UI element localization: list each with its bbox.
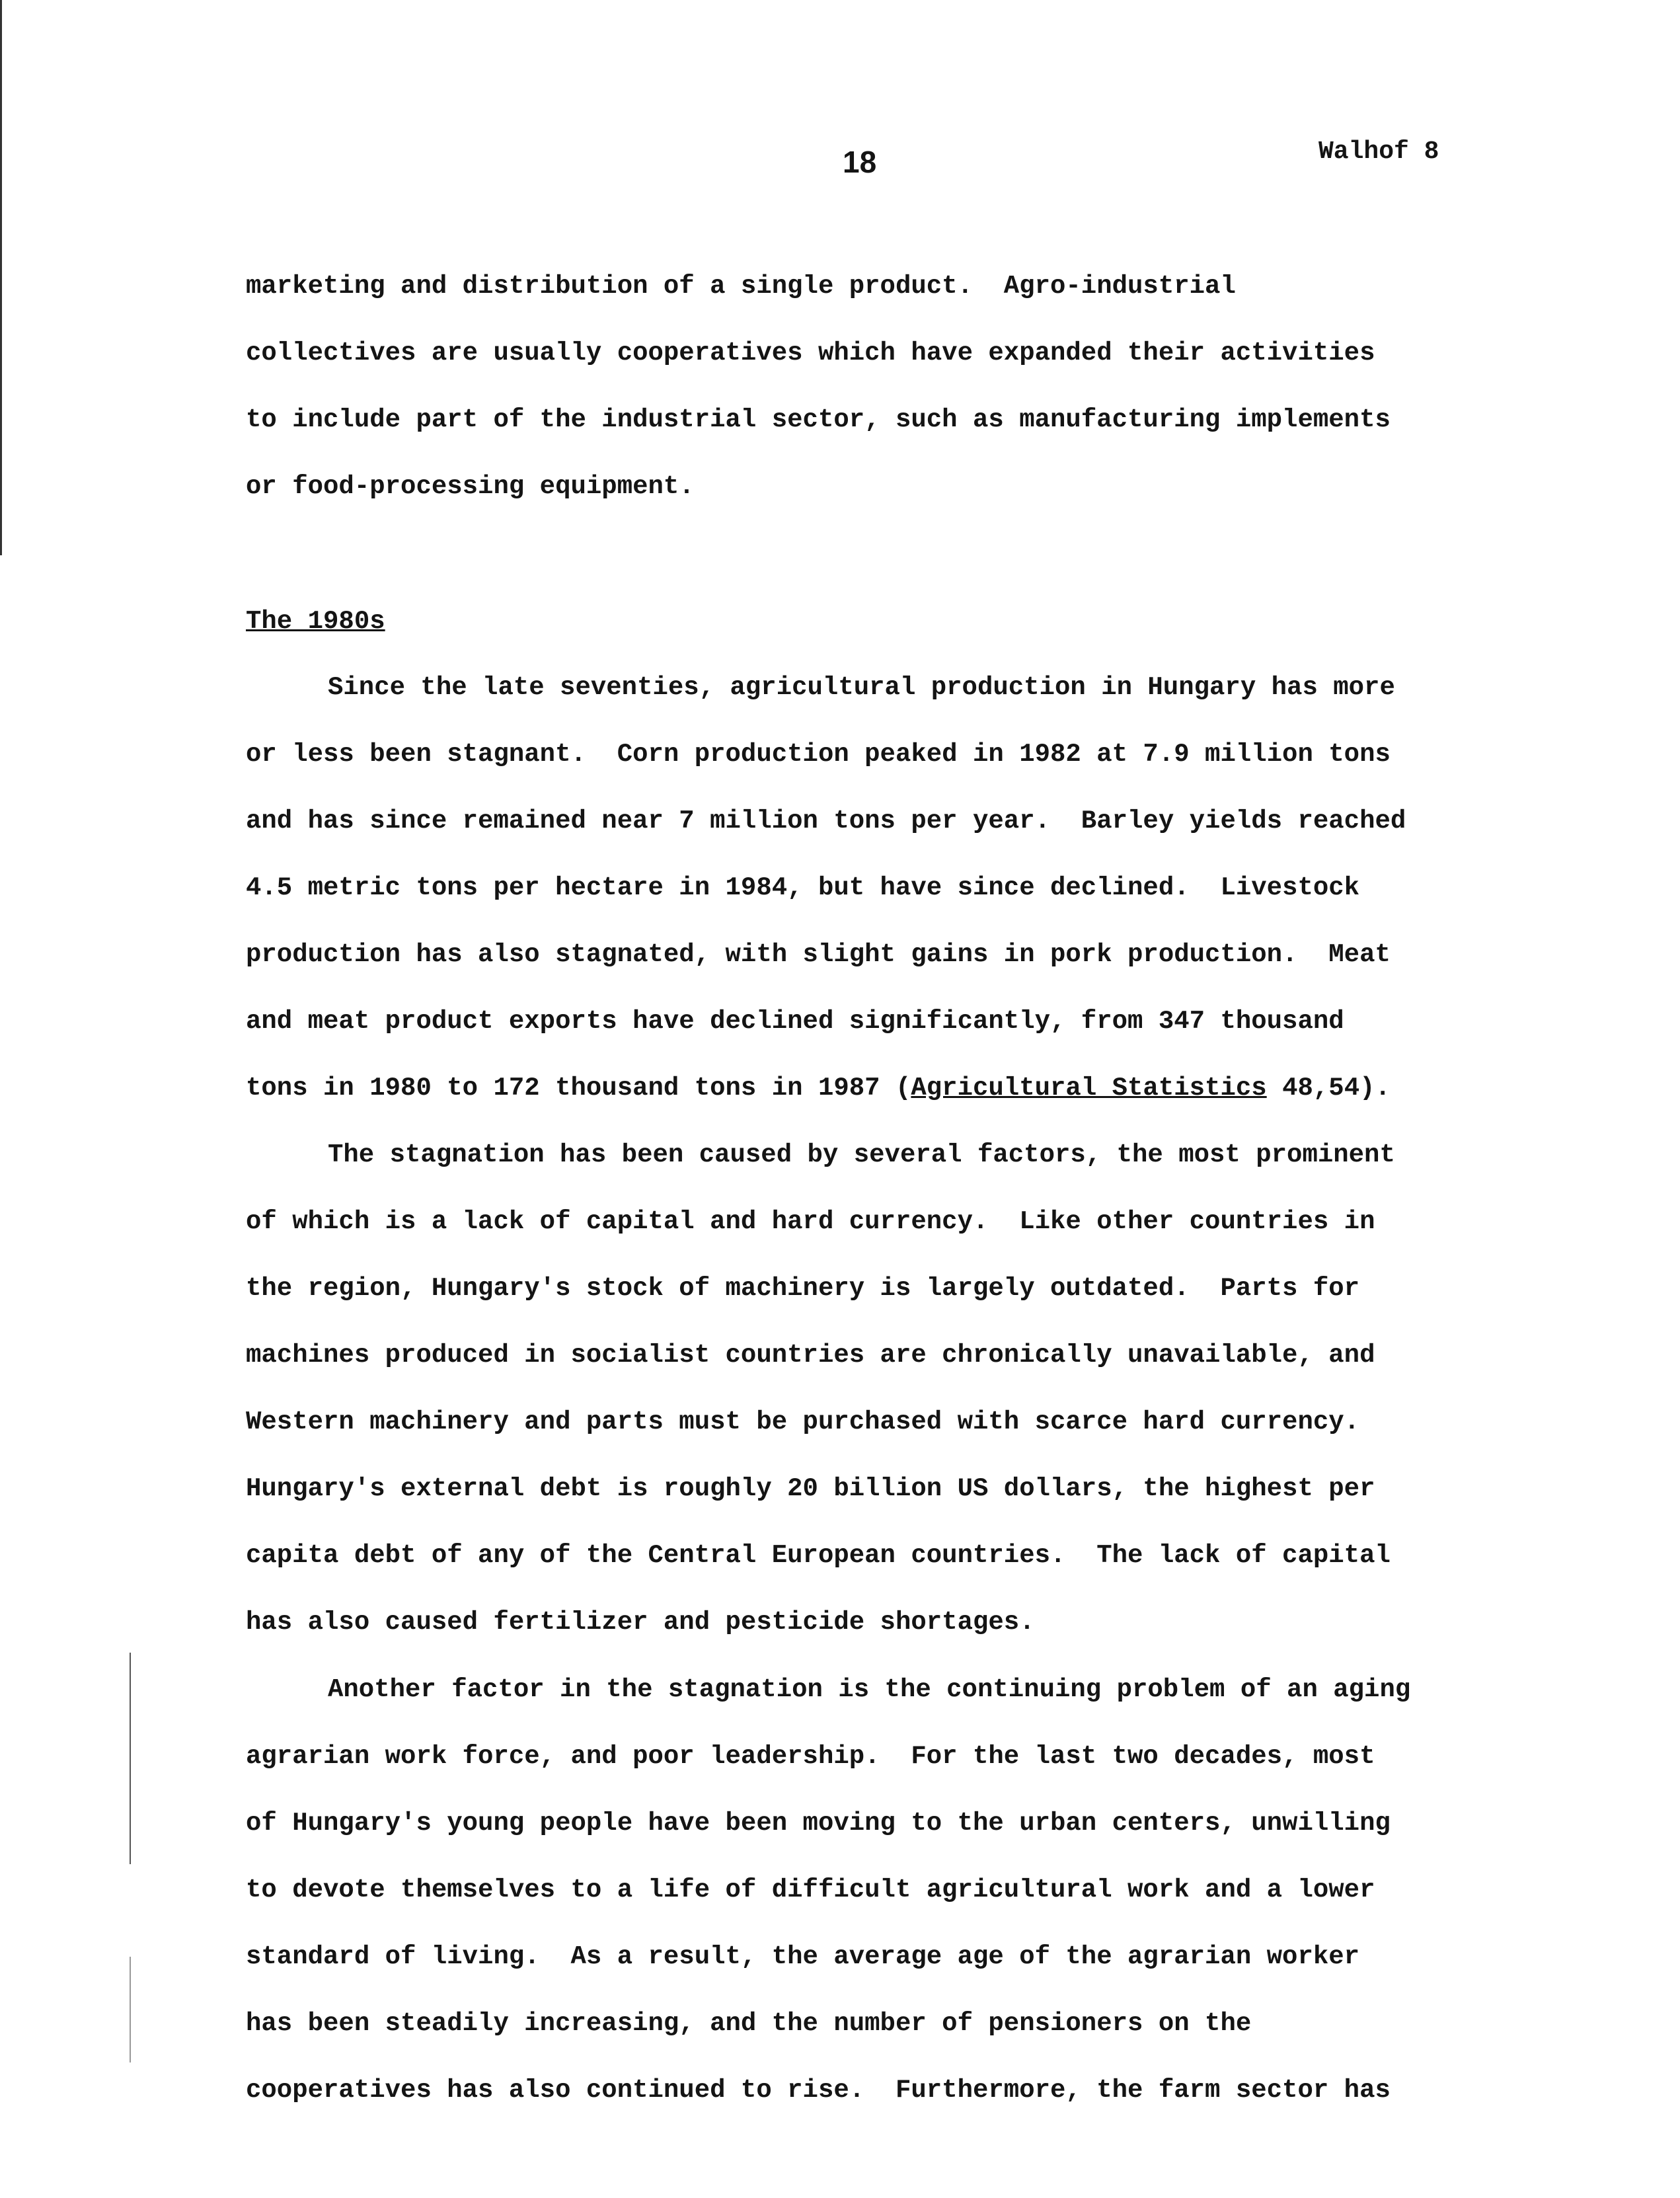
section-heading: The 1980s: [246, 607, 385, 636]
text-line: of Hungary's young people have been moving to the urban centers, unwilling: [246, 1809, 1391, 1838]
text-line: has also caused fertilizer and pesticide shortages.: [246, 1608, 1035, 1637]
text-line: of which is a lack of capital and hard currency. Like other countries in: [246, 1207, 1375, 1236]
margin-mark: [130, 1653, 131, 1864]
text-line: Hungary's external debt is roughly 20 billion US dollars, the highest per: [246, 1474, 1375, 1503]
text-line: standard of living. As a result, the average age of the agrarian worker: [246, 1942, 1360, 1971]
text-line: capita debt of any of the Central European countries. The lack of capital: [246, 1541, 1391, 1570]
citation-line: [246, 1076, 1391, 1101]
text-line: to include part of the industrial sector, such as manufacturing implements: [246, 405, 1391, 434]
text-line: Western machinery and parts must be purchased with scarce hard currency.: [246, 1407, 1360, 1436]
text-line: marketing and distribution of a single product. Agro-industrial: [246, 272, 1236, 301]
text-line: production has also stagnated, with slight gains in pork production. Meat: [246, 940, 1391, 969]
margin-rule: [0, 0, 2, 555]
text-line: to devote themselves to a life of difficult agricultural work and a lower: [246, 1875, 1375, 1904]
text-line: machines produced in socialist countries are chronically unavailable, and: [246, 1341, 1375, 1370]
text-line: collectives are usually cooperatives which have expanded their activities: [246, 338, 1375, 368]
text-line: Since the late seventies, agricultural production in Hungary has more: [328, 673, 1395, 702]
citation-text: tons in 1980 to 172 thousand tons in 1987 (: [246, 1074, 911, 1103]
text-line: Another factor in the stagnation is the continuing problem of an aging: [328, 1675, 1411, 1704]
margin-mark: [130, 1957, 131, 2062]
text-line: cooperatives has also continued to rise. Furthermore, the farm sector has: [246, 2076, 1391, 2105]
text-line: 4.5 metric tons per hectare in 1984, but have since declined. Livestock: [246, 873, 1360, 902]
text-line: or less been stagnant. Corn production peaked in 1982 at 7.9 million tons: [246, 740, 1391, 769]
text-line: and has since remained near 7 million tons per year. Barley yields reached: [246, 806, 1406, 836]
page-number: 18: [843, 145, 877, 179]
text-line: The stagnation has been caused by several factors, the most prominent: [328, 1140, 1395, 1169]
text-line: the region, Hungary's stock of machinery is largely outdated. Parts for: [246, 1274, 1360, 1303]
running-head: Walhof 8: [1318, 137, 1439, 166]
citation-pages: 48,54).: [1266, 1074, 1391, 1103]
text-line: and meat product exports have declined significantly, from 347 thousand: [246, 1007, 1344, 1036]
text-line: has been steadily increasing, and the number of pensioners on the: [246, 2009, 1252, 2038]
citation-title: Agricultural Statistics: [911, 1074, 1267, 1103]
text-line: agrarian work force, and poor leadership. For the last two decades, most: [246, 1742, 1375, 1771]
text-line: or food-processing equipment.: [246, 472, 695, 501]
